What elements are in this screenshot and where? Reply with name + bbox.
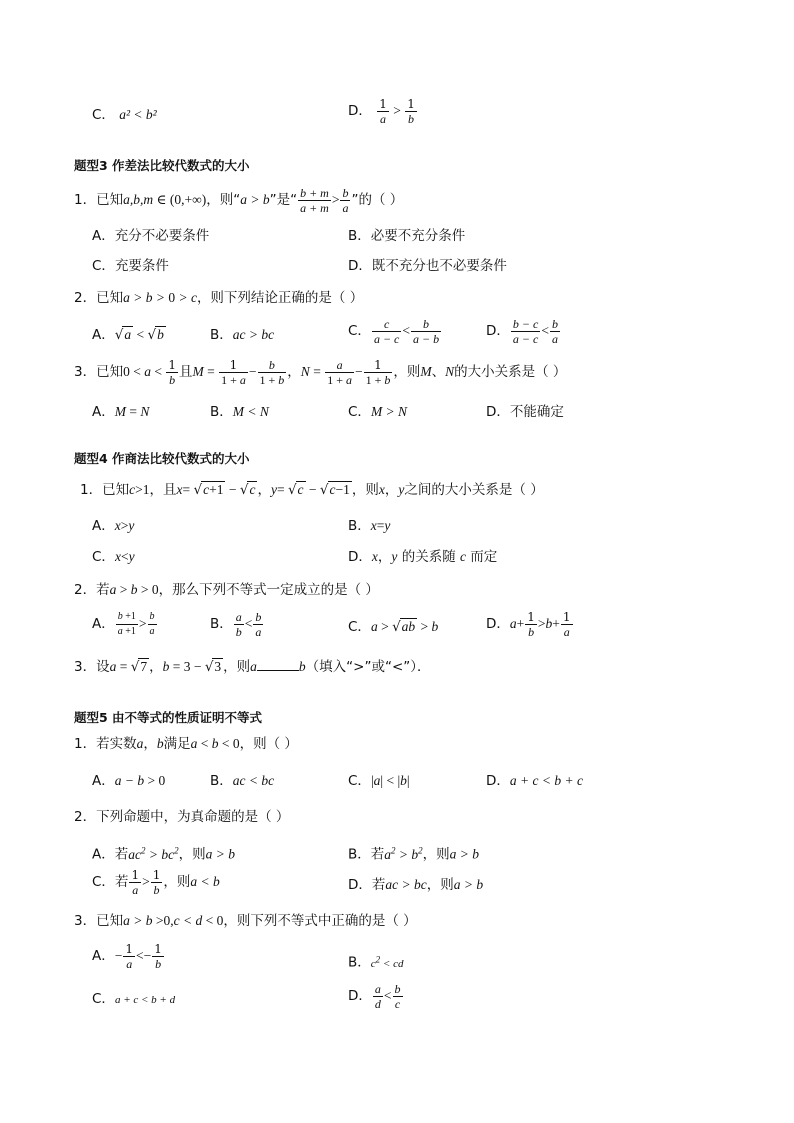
option-c-math: a² < b²: [119, 107, 157, 122]
prev-option-d: D． $\frac{1}{a}$ > $\frac{1}{b}$: [348, 97, 415, 126]
s3-q1-option-c[interactable]: C．充要条件: [92, 258, 169, 274]
s4-q2-option-a[interactable]: A． $\frac{b +1}{a +1}$ > $\frac{b}{a}$: [92, 611, 155, 637]
answer-blank[interactable]: [257, 658, 299, 671]
s3-q3-option-b[interactable]: B．M < N: [210, 404, 269, 420]
s4-q1-option-a[interactable]: A．x>y: [92, 518, 135, 534]
prev-option-c: C． a² < b²: [92, 107, 157, 123]
s4-q2-option-b[interactable]: B． $\frac{a}{b}$ < $\frac{b}{a}$: [210, 610, 262, 639]
section-title-4: 题型4 作商法比较代数式的大小: [74, 451, 250, 466]
s4-q1-option-c[interactable]: C．x<y: [92, 549, 135, 565]
s4-q1-option-d[interactable]: D．x，y 的关系随 c 而定: [348, 549, 498, 565]
s4-q1-stem: 1．已知c>1，且x= √c+1 − √c ，y= √c − √c−1 ，则x，y之间的大小关系是（ ）: [80, 482, 544, 498]
s5-q2-option-a[interactable]: A．若$ac^2 > bc^2$，则a > b: [92, 845, 235, 863]
s5-q2-option-c[interactable]: C．若 $\frac{1}{a}$ > $\frac{1}{b}$ ，则a < b: [92, 868, 220, 897]
s4-q2-option-d[interactable]: D．a+ $\frac{1}{b}$ >b+ $\frac{1}{a}$: [486, 610, 571, 639]
s3-q2-option-a[interactable]: A．√a < √b: [92, 327, 164, 343]
section-title-5: 题型5 由不等式的性质证明不等式: [74, 710, 263, 725]
s3-q1-stem: 1．已知a,b,m ∈ (0,+∞)，则“a > b”是“ $\frac{b + m}{a + m}$ > $\frac{b}{a}$ ”的（ ）: [74, 186, 404, 215]
s3-q2-option-b[interactable]: B．ac > bc: [210, 327, 275, 343]
s4-q2-stem: 2．若a > b > 0，那么下列不等式一定成立的是（ ）: [74, 582, 379, 598]
s5-q2-option-b[interactable]: B．若$a^2 > b^2$，则a > b: [348, 845, 480, 863]
s5-q3-option-a[interactable]: A．− $\frac{1}{a}$ <− $\frac{1}{b}$: [92, 942, 162, 971]
s5-q1-option-b[interactable]: B．ac < bc: [210, 773, 275, 789]
s3-q2-option-d[interactable]: D． $\frac{b - c}{a - c}$ < $\frac{b}{a}$: [486, 317, 558, 346]
s5-q3-option-b[interactable]: B．$c^2$ < cd: [348, 954, 404, 971]
s3-q3-option-c[interactable]: C．M > N: [348, 404, 408, 420]
s4-q2-option-c[interactable]: C．a > √ab > b: [348, 619, 439, 635]
s3-q2-stem: 2．已知a > b > 0 > c，则下列结论正确的是（ ）: [74, 290, 364, 306]
section-title-3: 题型3 作差法比较代数式的大小: [74, 158, 250, 173]
s5-q1-option-a[interactable]: A．a − b > 0: [92, 773, 166, 789]
s3-q3-option-d[interactable]: D．不能确定: [486, 404, 564, 420]
s3-q3-option-a[interactable]: A．M = N: [92, 404, 150, 420]
s5-q1-option-c[interactable]: C．|a| < |b|: [348, 773, 410, 789]
s5-q3-option-c[interactable]: C．a + c < b + d: [92, 991, 176, 1007]
s5-q1-option-d[interactable]: D．a + c < b + c: [486, 773, 583, 789]
s5-q3-option-d[interactable]: D． $\frac{a}{d}$ < $\frac{b}{c}$: [348, 982, 401, 1011]
s4-q3-stem: 3．设a = √7 ，b = 3 − √3 ，则a b（填入“>”或“<”）．: [74, 659, 431, 675]
s5-q1-stem: 1．若实数a，b满足a < b < 0，则（ ）: [74, 736, 298, 752]
s3-q1-option-d[interactable]: D．既不充分也不必要条件: [348, 258, 507, 274]
s3-q1-option-b[interactable]: B．必要不充分条件: [348, 228, 466, 244]
s5-q3-stem: 3．已知a > b >0,c < d < 0，则下列不等式中正确的是（ ）: [74, 913, 417, 929]
s3-q2-option-c[interactable]: C． $\frac{c}{a - c}$ < $\frac{b}{a - b}$: [348, 317, 440, 346]
s3-q3-stem: 3．已知0 < a < $\frac{1}{b}$ 且M = $\frac{1}{1 + a}$ − $\frac{b}{1 + b}$ ，N = $\frac{a}{1 + a}$ − $\frac{1}{1 + b}$ ，则M、N的大小关系是（ ）: [74, 358, 567, 387]
s4-q1-option-b[interactable]: B．x=y: [348, 518, 391, 534]
s5-q2-stem: 2．下列命题中，为真命题的是（ ）: [74, 809, 290, 825]
s5-q2-option-d[interactable]: D．若ac > bc，则a > b: [348, 877, 484, 893]
s3-q1-option-a[interactable]: A．充分不必要条件: [92, 228, 210, 244]
